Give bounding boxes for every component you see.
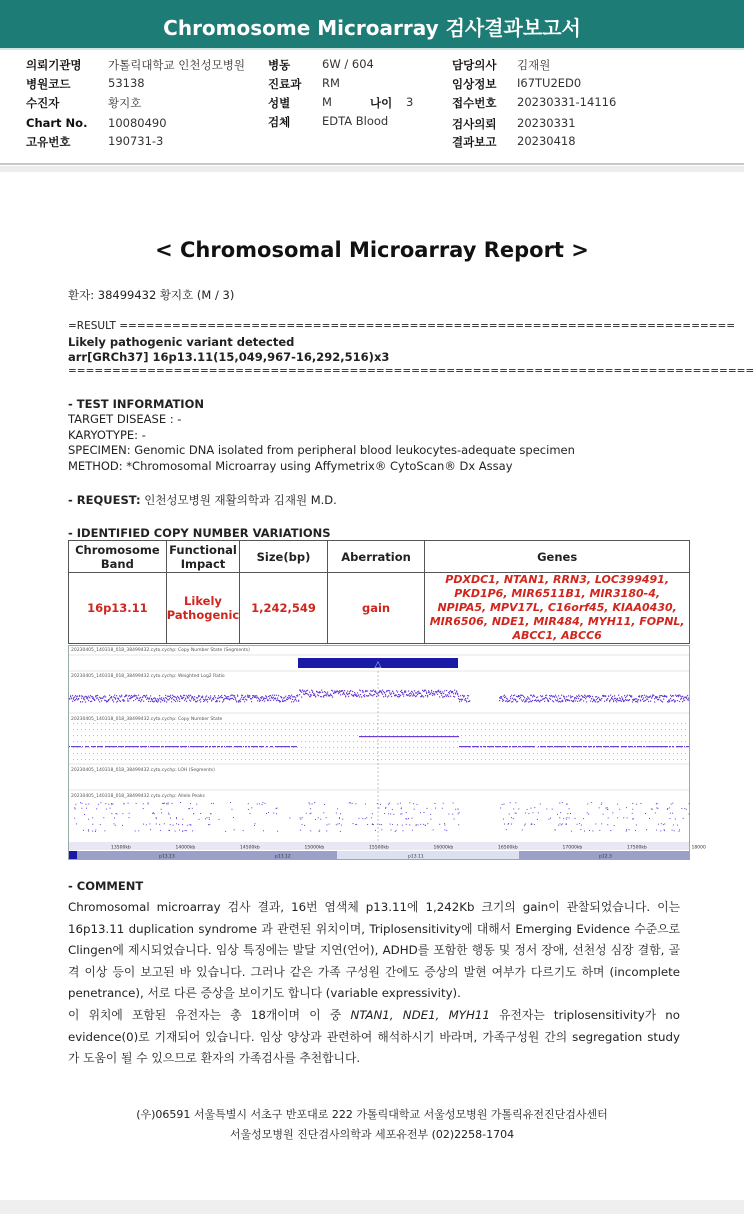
info-value: 20230331 bbox=[517, 116, 576, 130]
info-divider-shadow bbox=[0, 166, 744, 172]
info-value: 53138 bbox=[108, 76, 145, 90]
cnv-header-cell: Functional Impact bbox=[166, 541, 239, 573]
axis-tick-label: 17500kb bbox=[627, 845, 647, 851]
cnv-section-title: - IDENTIFIED COPY NUMBER VARIATIONS bbox=[68, 526, 331, 540]
info-divider bbox=[0, 163, 744, 165]
info-label: 고유번호 bbox=[26, 135, 71, 149]
info-value: 6W / 604 bbox=[322, 57, 374, 71]
request-label: - REQUEST: bbox=[68, 493, 141, 507]
cnv-impact: Likely Pathogenic bbox=[166, 573, 239, 644]
comment-body bbox=[68, 897, 680, 1070]
test-info-title: - TEST INFORMATION bbox=[68, 397, 204, 411]
info-label: 검체 bbox=[268, 115, 291, 129]
footer-department: 서울성모병원 진단검사의학과 세포유전부 (02)2258-1704 bbox=[229, 1128, 515, 1141]
target-disease: TARGET DISEASE : - bbox=[68, 412, 182, 426]
info-label: 결과보고 bbox=[452, 135, 497, 149]
info-value: 20230331-14116 bbox=[517, 95, 617, 109]
info-label: Chart No. bbox=[26, 116, 88, 130]
info-value: M bbox=[322, 95, 332, 109]
result-header-line: =RESULT ====================================================================== bbox=[68, 320, 736, 332]
info-label: 진료과 bbox=[268, 77, 302, 91]
info-label: 수진자 bbox=[26, 96, 60, 110]
info-value: 190731-3 bbox=[108, 134, 164, 148]
info-value: EDTA Blood bbox=[322, 114, 389, 128]
track-label: 20230405_140318_018_38499432.cyto.cychp: LOH (Segments) bbox=[71, 768, 215, 773]
table-row bbox=[69, 573, 690, 644]
info-value: 20230418 bbox=[517, 134, 576, 148]
cnv-header-cell: Size(bp) bbox=[240, 541, 328, 573]
specimen: SPECIMEN: Genomic DNA isolated from peripheral blood leukocytes-adequate specimen bbox=[68, 443, 575, 457]
cnv-aberration: gain bbox=[327, 573, 425, 644]
axis-tick-label: 18000 bbox=[691, 845, 706, 851]
patient-info-grid bbox=[0, 54, 744, 164]
track-label: 20230405_140318_018_38499432.cyto.cychp: Allele Peaks bbox=[71, 794, 205, 799]
info-label: 검사의뢰 bbox=[452, 117, 497, 131]
info-label: 담당의사 bbox=[452, 58, 497, 72]
axis-tick-label: 15500kb bbox=[369, 845, 389, 851]
karyotype: KARYOTYPE: - bbox=[68, 428, 146, 442]
request-line bbox=[68, 492, 688, 508]
data-points bbox=[69, 690, 690, 832]
axis-tick-label: 15000kb bbox=[304, 845, 325, 851]
cnv-size: 1,242,549 bbox=[240, 573, 328, 644]
track-label: 20230405_140318_018_38499432.cyto.cychp: Copy Number State bbox=[71, 717, 223, 722]
info-label: 병동 bbox=[268, 58, 291, 72]
axis-tick-label: 17000kb bbox=[562, 845, 583, 851]
comment-title: - COMMENT bbox=[68, 879, 144, 893]
result-iscn: arr[GRCh37] 16p13.11(15,049,967-16,292,516)x3 bbox=[68, 350, 390, 364]
page-bottom-band bbox=[0, 1200, 744, 1214]
comment-text: 이 위치에 포함된 유전자는 총 18개이며 이 중 bbox=[68, 1007, 351, 1022]
axis-tick-label: 14500kb bbox=[240, 845, 260, 851]
track-label: 20230405_140318_018_38499432.cyto.cychp: Copy Number State (Segments) bbox=[71, 648, 250, 653]
footer-address: (우)06591 서울특별시 서초구 반포대로 222 가톨릭대학교 서울성모병원 가톨릭유전진단검사센터 bbox=[136, 1108, 608, 1121]
cnv-header-cell: Aberration bbox=[327, 541, 425, 573]
info-value: 가톨릭대학교 인천성모병원 bbox=[108, 58, 245, 72]
info-label: 병원코드 bbox=[26, 77, 71, 91]
info-label: 나이 bbox=[370, 96, 393, 110]
track-label: 20230405_140318_018_38499432.cyto.cychp: Weighted Log2 Ratio bbox=[71, 674, 225, 679]
chas-plot bbox=[69, 646, 706, 860]
info-label: 임상정보 bbox=[452, 77, 497, 91]
info-label: 성별 bbox=[268, 96, 291, 110]
info-value: I67TU2ED0 bbox=[517, 76, 582, 90]
info-value: RM bbox=[322, 76, 340, 90]
comment-text: 유전자는 triplosensitivity가 no evidence(0)로 기재되어 있습니다. 임상 양상과 관련하여 해석하시기 바라며, 가족구성원 간의 segregation study 가 도움이 될 수 있으므로 환자의 가족검사를 추천합니다. bbox=[68, 1007, 680, 1066]
cnv-table bbox=[68, 540, 690, 644]
band-label: p13.13 bbox=[159, 854, 175, 860]
method: METHOD: *Chromosomal Microarray using Affymetrix® CytoScan® Dx Assay bbox=[68, 459, 513, 473]
info-value: 황지호 bbox=[108, 96, 142, 110]
info-value: 3 bbox=[406, 95, 414, 109]
axis-tick-label: 13500kb bbox=[111, 845, 131, 851]
header-divider bbox=[0, 48, 744, 50]
cnv-header-cell: Chromosome Band bbox=[69, 541, 167, 573]
chas-figure bbox=[68, 645, 706, 860]
comment-genes: NTAN1, NDE1, MYH11 bbox=[350, 1007, 490, 1022]
band-label: p12.3 bbox=[599, 854, 612, 860]
cnv-header-cell: Genes bbox=[425, 541, 690, 573]
comment-paragraph bbox=[68, 1005, 680, 1070]
axis-tick-label: 16000kb bbox=[433, 845, 454, 851]
band-label: p13.12 bbox=[275, 854, 291, 860]
info-value: 김재원 bbox=[517, 58, 551, 72]
report-title: < Chromosomal Microarray Report > bbox=[155, 238, 589, 262]
info-label: 접수번호 bbox=[452, 96, 497, 110]
comment-paragraph: Chromosomal microarray 검사 결과, 16번 염색체 p13.11에 1,242Kb 크기의 gain이 관찰되었습니다. 이는 16p13.11 duplication syndrome 과 관련된 위치이며, Triplosensitivity에 대해서 Emerging Evidence 수준으로 Clingen에 제시되었습니다. 임상 특징에는 발달 지연(언어), ADHD를 포함한 행동 및 정서 장애, 선천성 심장 결함, 골격 이상 등이 보고된 바 있습니다. 그러나 같은 가족 구성원 간에도 증상의 발현 여부가 다르기도 하며 (incomplete penetrance), 서로 다른 증상을 보이기도 합니다 (variable expressivity). bbox=[68, 900, 680, 1001]
cnv-genes: PDXDC1, NTAN1, RRN3, LOC399491, PKD1P6, MIR6511B1, MIR3180-4, NPIPA5, MPV17L, C16orf45, KIAA0430, MIR6506, NDE1, MIR484, MYH11, FOPNL, ABCC1, ABCC6 bbox=[425, 573, 690, 644]
result-end-line: ============================================================================== bbox=[68, 365, 754, 377]
report-header-title: Chromosome Microarray 검사결과보고서 bbox=[0, 0, 744, 48]
band-label: p13.11 bbox=[408, 854, 424, 860]
axis-tick-label: 16500kb bbox=[498, 845, 518, 851]
request-value: 인천성모병원 재활의학과 김재원 M.D. bbox=[144, 493, 337, 507]
info-label: 의뢰기관명 bbox=[26, 58, 82, 72]
result-classification: Likely pathogenic variant detected bbox=[68, 335, 295, 349]
axis-tick-label: 14000kb bbox=[175, 845, 196, 851]
segment-marker-icon: △ bbox=[374, 660, 382, 670]
info-value: 10080490 bbox=[108, 116, 167, 130]
cnv-band: 16p13.11 bbox=[69, 573, 167, 644]
patient-line: 환자: 38499432 황지호 (M / 3) bbox=[68, 288, 235, 302]
cnv-header-row bbox=[69, 541, 690, 573]
